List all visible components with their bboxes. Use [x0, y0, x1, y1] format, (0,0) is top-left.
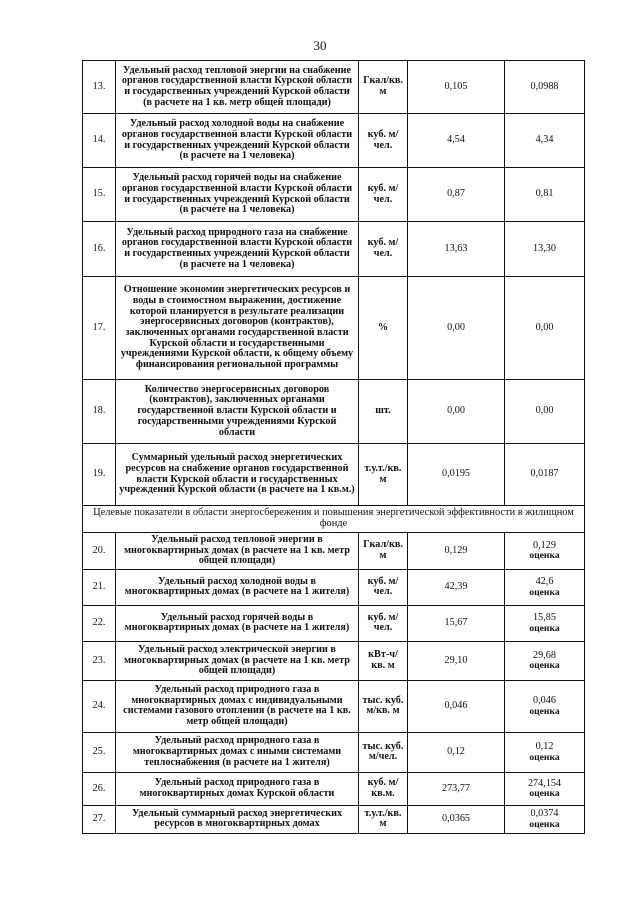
target-value: 0,12 — [535, 741, 554, 753]
target-value-cell — [505, 168, 585, 222]
target-value-cell — [505, 444, 585, 506]
estimate-note: оценка — [529, 550, 560, 562]
row-number: 21. — [83, 569, 116, 605]
indicator-name: Удельный расход электрической энергии в многоквартирных домах (в расчете на 1 кв. метр общей площади) — [116, 641, 359, 680]
target-value: 274,154 — [527, 777, 562, 789]
table-row — [83, 569, 585, 605]
indicator-name: Удельный расход холодной воды на снабжение органов государственной власти Курской области и государственных учреждений Курской области (в расчете на 1 человека) — [116, 114, 359, 168]
table-row — [83, 532, 585, 569]
value-cell: 0,105 — [408, 61, 505, 114]
target-value-cell — [505, 114, 585, 168]
target-value-cell — [505, 641, 585, 680]
target-value: 4,34 — [535, 134, 554, 146]
table-row — [83, 772, 585, 805]
table-row — [83, 114, 585, 168]
indicator-name: Удельный расход горячей воды в многоквартирных домах (в расчете на 1 жителя) — [116, 605, 359, 641]
value-cell: 13,63 — [408, 222, 505, 277]
target-value: 15,85 — [533, 612, 556, 624]
target-value: 0,0374 — [530, 808, 559, 820]
row-number: 19. — [83, 444, 116, 506]
table-row — [83, 680, 585, 732]
row-number: 20. — [83, 532, 116, 569]
target-value: 29,68 — [533, 649, 556, 661]
value-cell: 0,00 — [408, 277, 505, 380]
target-value-cell — [505, 277, 585, 380]
target-value: 0,046 — [533, 695, 556, 707]
indicator-name: Удельный расход природного газа в многоквартирных домах Курской области — [116, 772, 359, 805]
target-value: 0,00 — [535, 405, 554, 417]
value-cell: 0,00 — [408, 380, 505, 444]
unit-cell: куб. м/кв.м. — [359, 772, 408, 805]
target-value-cell — [505, 605, 585, 641]
row-number: 23. — [83, 641, 116, 680]
indicator-name: Количество энергосервисных договоров (контрактов), заключенных органами государственной власти Курской области и государственными учреждениями Курской области — [116, 380, 359, 444]
target-value-cell — [505, 380, 585, 444]
unit-cell: Гкал/кв. м — [359, 61, 408, 114]
indicator-name: Суммарный удельный расход энергетических ресурсов на снабжение органов государственной власти Курской области и государственных учреждений Курской области (в расчете на 1 кв.м.) — [116, 444, 359, 506]
target-value-cell — [505, 805, 585, 833]
target-value: 0,129 — [533, 539, 556, 551]
unit-cell: куб. м/чел. — [359, 605, 408, 641]
row-number: 14. — [83, 114, 116, 168]
estimate-note: оценка — [529, 622, 560, 634]
estimate-note: оценка — [529, 660, 560, 672]
indicator-name: Удельный расход тепловой энергии в многоквартирных домах (в расчете на 1 кв. метр общей площади) — [116, 532, 359, 569]
estimate-note: оценка — [529, 788, 560, 800]
section-row — [83, 506, 585, 533]
estimate-note: оценка — [529, 751, 560, 763]
target-value-cell — [505, 772, 585, 805]
table-row — [83, 732, 585, 772]
value-cell: 0,0195 — [408, 444, 505, 506]
row-number: 17. — [83, 277, 116, 380]
target-value-cell — [505, 532, 585, 569]
row-number: 26. — [83, 772, 116, 805]
target-value-cell — [505, 569, 585, 605]
unit-cell: куб. м/чел. — [359, 168, 408, 222]
table-row — [83, 605, 585, 641]
unit-cell: куб. м/чел. — [359, 569, 408, 605]
value-cell: 0,129 — [408, 532, 505, 569]
indicator-name: Удельный расход природного газа в многоквартирных домах с индивидуальными системами газового отопления (в расчете на 1 кв. метр общей площади) — [116, 680, 359, 732]
value-cell: 0,046 — [408, 680, 505, 732]
target-value-cell — [505, 222, 585, 277]
indicator-name: Удельный расход природного газа в многоквартирных домах с иными системами теплоснабжения (в расчете на 1 жителя) — [116, 732, 359, 772]
target-value: 0,0988 — [530, 80, 559, 92]
value-cell: 0,0365 — [408, 805, 505, 833]
value-cell: 0,12 — [408, 732, 505, 772]
target-value: 13,30 — [533, 242, 556, 254]
unit-cell: куб. м/чел. — [359, 114, 408, 168]
target-value: 42,6 — [535, 576, 554, 588]
table-row — [83, 277, 585, 380]
section-title: Целевые показатели в области энергосбережения и повышения энергетической эффективности в жилищном фонде — [83, 506, 585, 533]
value-cell: 273,77 — [408, 772, 505, 805]
row-number: 15. — [83, 168, 116, 222]
row-number: 24. — [83, 680, 116, 732]
indicator-name: Удельный расход тепловой энергии на снабжение органов государственной власти Курской области и государственных учреждений Курской области (в расчете на 1 кв. метр общей площади) — [116, 61, 359, 114]
target-value: 0,0187 — [530, 468, 559, 480]
row-number: 18. — [83, 380, 116, 444]
estimate-note: оценка — [529, 705, 560, 717]
unit-cell: % — [359, 277, 408, 380]
row-number: 13. — [83, 61, 116, 114]
value-cell: 42,39 — [408, 569, 505, 605]
unit-cell: кВт-ч/кв. м — [359, 641, 408, 680]
target-value: 0,00 — [535, 321, 554, 333]
target-value: 0,81 — [535, 188, 554, 200]
indicators-table — [82, 60, 585, 834]
unit-cell: куб. м/чел. — [359, 222, 408, 277]
row-number: 22. — [83, 605, 116, 641]
value-cell: 0,87 — [408, 168, 505, 222]
unit-cell: шт. — [359, 380, 408, 444]
target-value-cell — [505, 61, 585, 114]
target-value-cell — [505, 680, 585, 732]
table-row — [83, 168, 585, 222]
table-row — [83, 380, 585, 444]
row-number: 16. — [83, 222, 116, 277]
estimate-note: оценка — [529, 586, 560, 598]
indicator-name: Удельный суммарный расход энергетических ресурсов в многоквартирных домах — [116, 805, 359, 833]
unit-cell: т.у.т./кв. м — [359, 444, 408, 506]
row-number: 27. — [83, 805, 116, 833]
page-number: 30 — [313, 38, 327, 53]
unit-cell: Гкал/кв. м — [359, 532, 408, 569]
value-cell: 29,10 — [408, 641, 505, 680]
indicator-name: Удельный расход горячей воды на снабжение органов государственной власти Курской области и государственных учреждений Курской области (в расчете на 1 человека) — [116, 168, 359, 222]
table-row — [83, 641, 585, 680]
indicator-name: Отношение экономии энергетических ресурсов и воды в стоимостном выражении, достижение которой планируется в результате реализации энергосервисных договоров (контрактов), заключенных органами государственной власти Курской области и государственными учреждениями Курской области, к общему объему финансирования региональной программы — [116, 277, 359, 380]
unit-cell: т.у.т./кв. м — [359, 805, 408, 833]
target-value-cell — [505, 732, 585, 772]
table-row — [83, 61, 585, 114]
indicator-name: Удельный расход природного газа на снабжение органов государственной власти Курской области и государственных учреждений Курской области (в расчете на 1 человека) — [116, 222, 359, 277]
row-number: 25. — [83, 732, 116, 772]
unit-cell: тыс. куб. м/чел. — [359, 732, 408, 772]
value-cell: 15,67 — [408, 605, 505, 641]
indicator-name: Удельный расход холодной воды в многоквартирных домах (в расчете на 1 жителя) — [116, 569, 359, 605]
estimate-note: оценка — [529, 818, 560, 830]
unit-cell: тыс. куб. м/кв. м — [359, 680, 408, 732]
table-row — [83, 805, 585, 833]
table-row — [83, 444, 585, 506]
table-row — [83, 222, 585, 277]
value-cell: 4,54 — [408, 114, 505, 168]
